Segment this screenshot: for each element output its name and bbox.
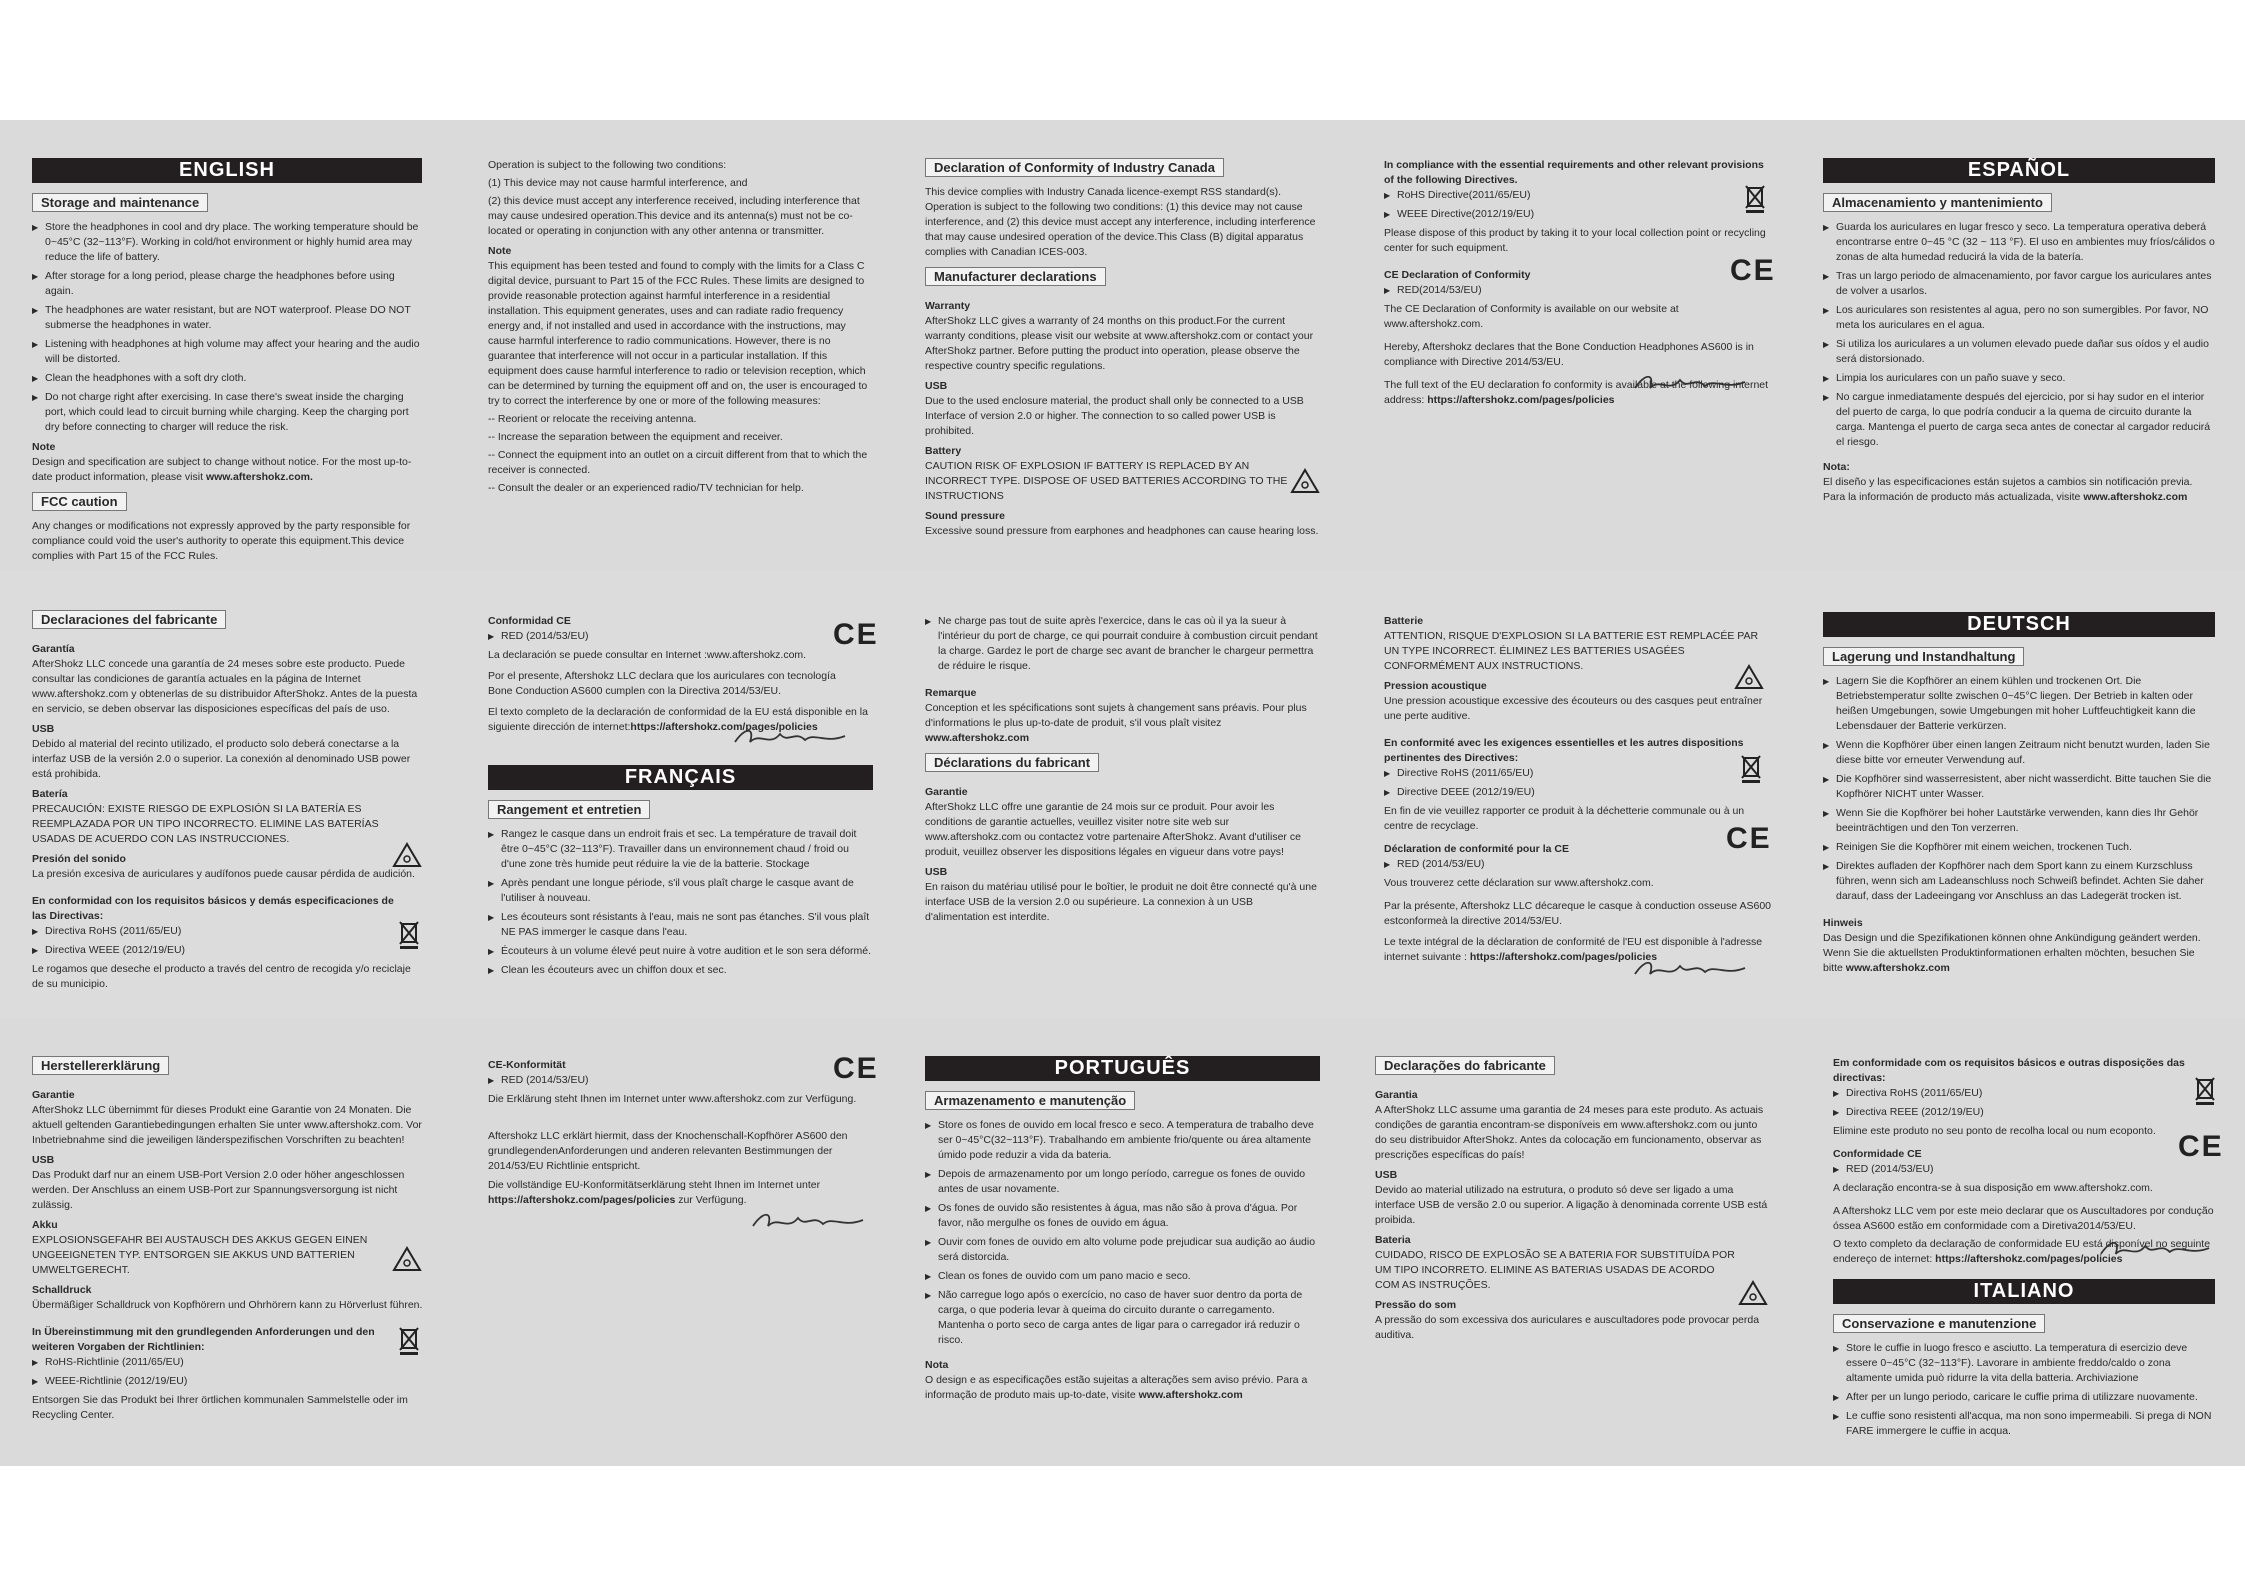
list-item: ▶ Lagern Sie die Kopfhörer an einem kühlen und trockenen Ort. Die Betriebstemperatur sollte zwischen 0~45°C liegen. Der Betrieb in kalten oder heißen Umgebungen, sowie Umgebungen mit hoher Luftfeuchtigkeit kann die Lebensdauer der Batterie verkürzen. bbox=[1823, 674, 2215, 734]
compliance-title: In Übereinstimmung mit den grundlegenden Anforderungen und den weiteren Vorgaben der Richtlinien: bbox=[32, 1326, 375, 1353]
storage-list bbox=[32, 220, 422, 435]
ce-text-3: Die vollständige EU-Konformitätserklärung steht Ihnen im Internet unter https://aftershokz.com/pages/policies zur Verfügung. bbox=[488, 1179, 821, 1206]
op-intro: Operation is subject to the following two conditions: bbox=[488, 159, 727, 171]
list-item: ▶ Écouteurs à un volume élevé peut nuire à votre audition et le son sera déformé. bbox=[488, 944, 873, 959]
list-item: ▶ Si utiliza los auriculares a un volumen elevado puede dañar sus oídos y el audio será distorsionado. bbox=[1823, 337, 2215, 367]
ce-text-1: Die Erklärung steht Ihnen im Internet unter www.aftershokz.com zur Verfügung. bbox=[488, 1093, 857, 1105]
website-link[interactable]: www.aftershokz.com bbox=[1138, 1389, 1243, 1401]
list-item: ▶ Store the headphones in cool and dry place. The working temperature should be 0~45°C (32~113°F). Working in cold/hot environment or highly humid area may reduce the life of battery. bbox=[32, 220, 422, 265]
list-item: ▶ RED (2014/53/EU) bbox=[1384, 857, 1774, 872]
policy-link[interactable]: https://aftershokz.com/pages/policies bbox=[488, 1194, 676, 1206]
usb-text: Debido al material del recinto utilizado, el producto solo deberá conectarse a la interfaz USB de la versión 2.0 o superior. La conexión al denominado USB power está prohibida. bbox=[32, 738, 411, 780]
section-title-storage: Lagerung und Instandhaltung bbox=[1823, 647, 2024, 666]
sound-title: Presión del sonido bbox=[32, 853, 126, 865]
note-text: This equipment has been tested and found to comply with the limits for a Class C digital device, pursuant to Part 15 of the FCC Rules. These limits are designed to provide reasonable protection against harmful interference in a residential installation. This equipment generates, uses and can radiate radio frequency energy and, if not installed and used in accordance with the instructions, may cause harmful interference to radio communications. However, there is no guarantee that interference will not occur in a particular installation. If this equipment does cause harmful interference to radio or television reception, which can be determined by turning the equipment off and on, the user is encouraged to try to correct the interference by one or more of the following measures: bbox=[488, 260, 868, 407]
usb-text: Due to the used enclosure material, the product shall only be connected to a USB Interface of version 2.0 or higher. The connection to so called power USB is prohibited. bbox=[925, 395, 1304, 437]
list-item: ▶ Wenn Sie die Kopfhörer bei hoher Lautstärke verwenden, kann dies Ihr Gehör beeinträchtigen und den Ton verzerren. bbox=[1823, 806, 2215, 836]
measure: -- Connect the equipment into an outlet on a circuit different from that to which the receiver is connected. bbox=[488, 449, 868, 476]
list-item: ▶ Tras un largo periodo de almacenamiento, por favor cargue los auriculares antes de volver a usarlos. bbox=[1823, 269, 2215, 299]
col-francais-ce bbox=[1384, 614, 1774, 968]
measure: -- Increase the separation between the equipment and receiver. bbox=[488, 431, 783, 443]
list-item: ▶ Wenn die Kopfhörer über einen langen Zeitraum nicht benutzt wurden, laden Sie diese bitte vor erneuter Verwendung auf. bbox=[1823, 738, 2215, 768]
note-title: Hinweis bbox=[1823, 917, 1863, 929]
disposal-text: En fin de vie veuillez rapporter ce produit à la déchetterie communale ou à un centre de recyclage. bbox=[1384, 805, 1745, 832]
warranty-title: Garantie bbox=[925, 786, 968, 798]
section-title-ic: Declaration of Conformity of Industry Canada bbox=[925, 158, 1224, 177]
website-link[interactable]: www.aftershokz.com bbox=[1845, 962, 1950, 974]
ce-text-2: Aftershokz LLC erklärt hiermit, dass der Knochenschall-Kopfhörer AS600 den grundlegendenAnforderungen und anderen relevanten Bestimmungen der 2014/53/EU Richtlinie entspricht. bbox=[488, 1130, 848, 1172]
list-item: ▶ Reinigen Sie die Kopfhörer mit einem weichen, trockenen Tuch. bbox=[1823, 840, 2215, 855]
battery-title: Bateria bbox=[1375, 1234, 1411, 1246]
list-item: ▶ Depois de armazenamento por um longo período, carregue os fones de ouvido antes de usar novamente. bbox=[925, 1167, 1320, 1197]
usb-text: En raison du matériau utilisé pour le boîtier, le produit ne doit être connecté qu'à une interface USB de la version 2.0 ou supérieure. La connexion à un USB d'alimentation est interdite. bbox=[925, 881, 1317, 923]
ce-text-1: A declaração encontra-se à sua disposição em www.aftershokz.com. bbox=[1833, 1182, 2153, 1194]
col-francais-cont bbox=[925, 614, 1320, 928]
note-text: El diseño y las especificaciones están sujetos a cambios sin notificación previa. Para la información de producto más actualizada, visite www.aftershokz.com bbox=[1823, 476, 2193, 503]
list-item: ▶ Direktes aufladen der Kopfhörer nach dem Sport kann zu einem Kurzschluss führen, wenn sich am Ladeanschluss noch Schweiß befindet. Achten Sie daher darauf, dass der Ladeeingang vor Anschluss an das Ladegerät trocken ist. bbox=[1823, 859, 2215, 904]
list-item: ▶ After storage for a long period, please charge the headphones before using again. bbox=[32, 269, 422, 299]
usb-title: USB bbox=[32, 723, 55, 735]
ce-text-1: The CE Declaration of Conformity is available on our website at www.aftershokz.com. bbox=[1384, 303, 1679, 330]
section-title-storage: Almacenamiento y mantenimiento bbox=[1823, 193, 2052, 212]
list-item: ▶ No cargue inmediatamente después del ejercicio, por si hay sudor en el interior del puerto de carga, lo que podría conducir a la quema de circuito durante la carga. Mantenga el puerto de carga seca antes de conectar al cargador reducirá el riesgo. bbox=[1823, 390, 2215, 450]
col-portugues bbox=[925, 1056, 1320, 1406]
ce-text-1: La declaración se puede consultar en Internet :www.aftershokz.com. bbox=[488, 649, 807, 661]
list-item: ▶ Die Kopfhörer sind wasserresistent, aber nicht wasserdicht. Bitte tauchen Sie die Kopfhörer NICHT unter Wasser. bbox=[1823, 772, 2215, 802]
ce-text-3: The full text of the EU declaration fo conformity is available at the following internet address: https://aftershokz.com/pages/policies bbox=[1384, 379, 1769, 406]
weee-bin-icon bbox=[1744, 182, 1766, 214]
policy-link[interactable]: https://aftershokz.com/pages/policies bbox=[1935, 1253, 2123, 1265]
list-item: ▶ Directiva REEE (2012/19/EU) bbox=[1833, 1105, 2215, 1120]
ce-mark-icon: C E bbox=[2178, 1130, 2220, 1163]
col-declarations-en bbox=[925, 154, 1320, 542]
warranty-title: Garantie bbox=[32, 1089, 75, 1101]
ce-list bbox=[1384, 857, 1774, 872]
col-espanol bbox=[1823, 158, 2215, 508]
list-item: ▶ Le cuffie sono resistenti all'acqua, ma non sono impermeabili. Si prega di NON FARE immergere le cuffie in acqua. bbox=[1833, 1409, 2215, 1439]
storage-list bbox=[1833, 1341, 2215, 1439]
list-item: ▶ Clean os fones de ouvido com um pano macio e seco. bbox=[925, 1269, 1320, 1284]
sound-title: Pression acoustique bbox=[1384, 680, 1487, 692]
storage-list bbox=[1823, 674, 2215, 904]
signature-icon bbox=[730, 722, 850, 752]
battery-text: PRECAUCIÓN: EXISTE RIESGO DE EXPLOSIÓN SI LA BATERÍA ES REEMPLAZADA POR UN TIPO INCORRECTO. ELIMINE LAS BATERÍAS USADAS DE ACUERDO CON LAS INSTRUCCIONES. bbox=[32, 803, 379, 845]
note-text: Das Design und die Spezifikationen können ohne Ankündigung geändert werden. Wenn Sie die aktuellsten Produktinformationen erhalten möchten, besuchen Sie bitte www.aftershokz.com bbox=[1823, 932, 2201, 974]
note-title: Nota: bbox=[1823, 461, 1850, 473]
lang-header-english: ENGLISH bbox=[32, 158, 422, 183]
warranty-title: Garantía bbox=[32, 643, 75, 655]
warranty-text: AfterShokz LLC offre une garantie de 24 mois sur ce produit. Pour avoir les conditions de garantie actuelles, veuillez visiter notre site web sur www.aftershokz.com ou contactez votre partenaire AfterShokz. Avant d'utiliser ce produit, veuillez observer les dispositions légales en vigueur dans votre pays! bbox=[925, 801, 1301, 858]
ce-title: CE-Konformität bbox=[488, 1059, 566, 1071]
usb-text: Das Produkt darf nur an einem USB-Port Version 2.0 oder höher angeschlossen werden. Der Anschluss an einem USB-Port zur Spannungsversorgung ist nicht zulässig. bbox=[32, 1169, 405, 1211]
note-text: Conception et les spécifications sont sujets à changement sans préavis. Pour plus d'informations le plus up-to-date de produit, s'il vous plaît visitez www.aftershokz.com bbox=[925, 702, 1307, 744]
sound-text: Une pression acoustique excessive des écouteurs ou des casques peut entraîner une perte auditive. bbox=[1384, 695, 1763, 722]
ce-title: Conformidad CE bbox=[488, 615, 571, 627]
storage-list bbox=[1823, 220, 2215, 450]
section-title-storage: Rangement et entretien bbox=[488, 800, 650, 819]
compliance-title: In compliance with the essential requirements and other relevant provisions of the following Directives. bbox=[1384, 159, 1764, 186]
usb-title: USB bbox=[925, 380, 948, 392]
signature-icon bbox=[2096, 1234, 2214, 1264]
directive-list bbox=[32, 1355, 424, 1389]
note-title: Nota bbox=[925, 1359, 949, 1371]
lang-header-deutsch: DEUTSCH bbox=[1823, 612, 2215, 637]
ce-mark-icon: C E bbox=[1730, 254, 1772, 287]
ce-text-2: Por el presente, Aftershokz LLC declara que los auriculares con tecnología Bone Conduction AS600 cumplen con la Directiva 2014/53/EU. bbox=[488, 670, 836, 697]
col-ce-de bbox=[488, 1058, 873, 1211]
list-item: ▶ After per un lungo periodo, caricare le cuffie prima di utilizzare nuovamente. bbox=[1833, 1390, 2215, 1405]
sound-text: La presión excesiva de auriculares y audífonos puede causar pérdida de audición. bbox=[32, 868, 415, 880]
list-item: ▶ Directive RoHS (2011/65/EU) bbox=[1384, 766, 1774, 781]
usb-title: USB bbox=[1375, 1169, 1398, 1181]
list-item: ▶ Ouvir com fones de ouvido em alto volume pode prejudicar sua audição ao áudio será distorcida. bbox=[925, 1235, 1320, 1265]
ce-text-2: Hereby, Aftershokz declares that the Bone Conduction Headphones AS600 is in compliance with Directive 2014/53/EU. bbox=[1384, 341, 1754, 368]
col-declarations-es bbox=[32, 606, 424, 995]
ce-list bbox=[488, 629, 873, 644]
website-link[interactable]: www.aftershokz.com bbox=[925, 732, 1030, 744]
list-item: ▶ Directiva WEEE (2012/19/EU) bbox=[32, 943, 424, 958]
disposal-text: Le rogamos que deseche el producto a través del centro de recogida y/o reciclaje de su municipio. bbox=[32, 963, 411, 990]
list-item: ▶ Limpia los auriculares con un paño suave y seco. bbox=[1823, 371, 2215, 386]
list-item: ▶ Os fones de ouvido são resistentes à água, mas não são à prova d'água. Por favor, não mergulhe os fones de ouvido em água. bbox=[925, 1201, 1320, 1231]
col-english bbox=[32, 158, 422, 567]
ce-title: Conformidade CE bbox=[1833, 1148, 1922, 1160]
ce-text-3: O texto completo da declaração de conformidade EU está disponível no seguinte endereço de internet: https://aftershokz.com/pages/policies bbox=[1833, 1238, 2211, 1265]
ce-mark-icon: C E bbox=[833, 618, 875, 651]
list-item: ▶ WEEE-Richtlinie (2012/19/EU) bbox=[32, 1374, 424, 1389]
battery-title: Batería bbox=[32, 788, 68, 800]
note-title: Remarque bbox=[925, 687, 977, 699]
note-title: Note bbox=[32, 441, 56, 453]
list-item: ▶ Clean les écouteurs avec un chiffon doux et sec. bbox=[488, 963, 873, 978]
battery-title: Akku bbox=[32, 1219, 58, 1231]
ce-list bbox=[488, 1073, 873, 1088]
directive-list bbox=[1384, 766, 1774, 800]
website-link[interactable]: www.aftershokz.com bbox=[2083, 491, 2188, 503]
compliance-title: En conformité avec les exigences essentielles et les autres dispositions pertinentes des Directives: bbox=[1384, 737, 1744, 764]
weee-bin-icon bbox=[1740, 752, 1762, 784]
policy-link[interactable]: https://aftershokz.com/pages/policies bbox=[1427, 394, 1615, 406]
ce-title: Déclaration de conformité pour la CE bbox=[1384, 843, 1569, 855]
section-title-storage: Conservazione e manutenzione bbox=[1833, 1314, 2045, 1333]
ce-list bbox=[1384, 283, 1774, 298]
note-text: Design and specification are subject to change without notice. For the most up-to-date product information, please visit www.aftershokz.com. bbox=[32, 456, 412, 483]
list-item: ▶ Ne charge pas tout de suite après l'exercice, dans le cas où il ya la sueur à l'intérieur du port de charge, ce qui pourrait conduire à combustion circuit pendant la charge. Gardez le port de charge sec avant de brancher le chargeur permettra de réduire le risque. bbox=[925, 614, 1320, 674]
usb-title: USB bbox=[32, 1154, 55, 1166]
ce-mark-icon: C E bbox=[833, 1052, 875, 1085]
usb-text: Devido ao material utilizado na estrutura, o produto só deve ser ligado a uma interface USB de versão 2.0 ou superior. A ligação à denominada corrente USB está proibida. bbox=[1375, 1184, 1768, 1226]
list-item: ▶ Les écouteurs sont résistants à l'eau, mais ne sont pas étanches. S'il vous plaît NE PAS immerger le casque dans l'eau. bbox=[488, 910, 873, 940]
weee-bin-icon bbox=[2194, 1074, 2216, 1106]
note-title: Note bbox=[488, 245, 512, 257]
battery-title: Batterie bbox=[1384, 615, 1424, 627]
list-item: ▶ RED(2014/53/EU) bbox=[1384, 283, 1774, 298]
lang-header-espanol: ESPAÑOL bbox=[1823, 158, 2215, 183]
weee-bin-icon bbox=[398, 918, 420, 950]
sound-text: Excessive sound pressure from earphones and headphones can cause hearing loss. bbox=[925, 525, 1319, 537]
signature-icon bbox=[748, 1206, 868, 1236]
section-title-manufacturer: Déclarations du fabricant bbox=[925, 753, 1099, 772]
fcc-text: Any changes or modifications not expressly approved by the party responsible for compliance could void the user's authority to operate this equipment.This device complies with Part 15 of the FCC Rules. bbox=[32, 520, 411, 562]
op-condition-1: (1) This device may not cause harmful interference, and bbox=[488, 177, 748, 189]
signature-icon bbox=[1630, 368, 1750, 398]
measure: -- Consult the dealer or an experienced radio/TV technician for help. bbox=[488, 482, 804, 494]
sound-text: A pressão do som excessiva dos auriculares e auscultadores pode provocar perda auditiva. bbox=[1375, 1314, 1760, 1341]
list-item: ▶ Não carregue logo após o exercício, no caso de haver suor dentro da porta de carga, o que poderia levar à queima do circuito durante o carregamento. Mantenha o porto seco de carga antes de ligar para o carregador irá reduzir o risco. bbox=[925, 1288, 1320, 1348]
list-item: ▶ Store os fones de ouvido em local fresco e seco. A temperatura de trabalho deve ser 0~45°C(32~113°F). Trabalhando em ambiente frio/quente ou área altamente úmido pode reduzir a vida da bateria. bbox=[925, 1118, 1320, 1163]
warranty-text: A AfterShokz LLC assume uma garantia de 24 meses para este produto. As actuais condições de garantia encontram-se disponíveis em www.aftershokz.com ou junto do seu distribuidor AfterShokz. Antes da colocação em funcionamento, observar as prescrições específicas do país! bbox=[1375, 1104, 1764, 1161]
list-item: ▶ Guarda los auriculares en lugar fresco y seco. La temperatura operativa deberá encontrarse entre 0~45 °C (32 ~ 113 °F). El uso en ambientes muy fríos/cálidos o zonas de alta humedad reducirá la vida de la batería. bbox=[1823, 220, 2215, 265]
section-title-storage: Armazenamento e manutenção bbox=[925, 1091, 1135, 1110]
list-item: ▶ The headphones are water resistant, but are NOT waterproof. Please DO NOT submerse the headphones in water. bbox=[32, 303, 422, 333]
disposal-text: Please dispose of this product by taking it to your local collection point or recycling center for such equipment. bbox=[1384, 227, 1766, 254]
col-declarations-pt bbox=[1375, 1052, 1770, 1346]
usb-title: USB bbox=[925, 866, 948, 878]
ce-title: CE Declaration of Conformity bbox=[1384, 269, 1531, 281]
lang-header-italiano: ITALIANO bbox=[1833, 1279, 2215, 1304]
list-item: ▶ WEEE Directive(2012/19/EU) bbox=[1384, 207, 1774, 222]
ce-text-3: Le texte intégral de la déclaration de conformité de l'EU est disponible à l'adresse internet suivante : https://aftershokz.com/pages/policies bbox=[1384, 936, 1763, 963]
battery-text: CUIDADO, RISCO DE EXPLOSÃO SE A BATERIA FOR SUBSTITUÍDA POR UM TIPO INCORRETO. ELIMINE AS BATERIAS USADAS DE ACORDO COM AS INSTRUÇÕES. bbox=[1375, 1249, 1735, 1291]
note-text: O design e as especificações estão sujeitas a alterações sem aviso prévio. Para a informação de produto mais up-to-date, visite www.aftershokz.com bbox=[925, 1374, 1308, 1401]
col-declarations-de bbox=[32, 1052, 424, 1426]
op-condition-2: (2) this device must accept any interference received, including interference that may cause undesired operation.This device and its antenna(s) must not be co-located or operating in conjunction with any other antenna or transmitter. bbox=[488, 195, 860, 237]
battery-text: CAUTION RISK OF EXPLOSION IF BATTERY IS REPLACED BY AN INCORRECT TYPE. DISPOSE OF USED BATTERIES ACCORDING TO THE INSTRUCTIONS bbox=[925, 460, 1288, 502]
section-title-manufacturer: Manufacturer declarations bbox=[925, 267, 1106, 286]
sound-title: Schalldruck bbox=[32, 1284, 92, 1296]
compliance-title: Em conformidade com os requisitos básicos e outras disposições das directivas: bbox=[1833, 1057, 2185, 1084]
policy-link[interactable]: https://aftershokz.com/pages/policies bbox=[1469, 951, 1658, 963]
col-fcc bbox=[488, 158, 868, 499]
list-item: ▶ Los auriculares son resistentes al agua, pero no son sumergibles. Por favor, NO meta los auriculares en el agua. bbox=[1823, 303, 2215, 333]
warranty-title: Garantia bbox=[1375, 1089, 1418, 1101]
ce-text-1: Vous trouverez cette déclaration sur www.aftershokz.com. bbox=[1384, 877, 1654, 889]
list-item: ▶ RED (2014/53/EU) bbox=[488, 629, 873, 644]
directive-list bbox=[1833, 1086, 2215, 1120]
ce-text-2: A Aftershokz LLC vem por este meio declarar que os Auscultadores por condução óssea AS600 estão em conformidade com a Diretiva2014/53/EU. bbox=[1833, 1205, 2214, 1232]
directive-list bbox=[1384, 188, 1774, 222]
section-title-manufacturer: Herstellererklärung bbox=[32, 1056, 169, 1075]
hearing-warning-icon bbox=[392, 1246, 422, 1272]
signature-icon bbox=[1630, 954, 1750, 984]
weee-bin-icon bbox=[398, 1324, 420, 1356]
sound-title: Pressão do som bbox=[1375, 1299, 1457, 1311]
list-item: ▶ Après pendant une longue période, s'il vous plaît charge le casque avant de l'utiliser à nouveau. bbox=[488, 876, 873, 906]
ce-text-2: Par la présente, Aftershokz LLC décareque le casque à conduction osseuse AS600 estconformeà la directive 2014/53/EU. bbox=[1384, 900, 1772, 927]
disposal-text: Elimine este produto no seu ponto de recolha local ou num ecoponto. bbox=[1833, 1125, 2156, 1137]
ce-mark-icon: C E bbox=[1726, 822, 1768, 855]
list-item: ▶ Clean the headphones with a soft dry cloth. bbox=[32, 371, 422, 386]
sound-title: Sound pressure bbox=[925, 510, 1005, 522]
list-item: ▶ Rangez le casque dans un endroit frais et sec. La température de travail doit être 0~45°C (32~113°F). Travailler dans un environnement chaud / froid ou d'une zone très humide peut réduire la vie de la batterie. Stockage bbox=[488, 827, 873, 872]
list-item: ▶ Store le cuffie in luogo fresco e asciutto. La temperatura di esercizio deve essere 0~45°C (32~113°F). Lavorare in ambiente freddo/caldo o zona altamente umida può ridurre la vita della batteria. Archiviazione bbox=[1833, 1341, 2215, 1386]
hearing-warning-icon bbox=[1734, 664, 1764, 690]
section-title-manufacturer: Declarações do fabricante bbox=[1375, 1056, 1555, 1075]
col-deutsch bbox=[1823, 612, 2215, 979]
list-item: ▶ Listening with headphones at high volume may affect your hearing and the audio will be distorted. bbox=[32, 337, 422, 367]
sound-text: Übermäßiger Schalldruck von Kopfhörern und Ohrhörern kann zu Hörverlust führen. bbox=[32, 1299, 423, 1311]
list-item: ▶ RoHS Directive(2011/65/EU) bbox=[1384, 188, 1774, 203]
list-item: ▶ Directiva RoHS (2011/65/EU) bbox=[1833, 1086, 2215, 1101]
warranty-text: AfterShokz LLC gives a warranty of 24 months on this product.For the current warranty conditions, please visit our website at www.aftershokz.com or contact your AfterShokz partner. Before putting the product into operation, please observe the respective country specific regulations. bbox=[925, 315, 1314, 372]
compliance-title: En conformidad con los requisitos básicos y demás especificaciones de las Directivas: bbox=[32, 895, 394, 922]
hearing-warning-icon bbox=[1290, 468, 1320, 494]
list-item: ▶ RED (2014/53/EU) bbox=[1833, 1162, 2215, 1177]
warranty-title: Warranty bbox=[925, 300, 971, 312]
ce-text-3: El texto completo de la declaración de conformidad de la EU está disponible en la siguiente dirección de internet:https://aftershokz.com/pages/policies bbox=[488, 706, 868, 733]
disposal-text: Entsorgen Sie das Produkt bei Ihrer örtlichen kommunalen Sammelstelle oder im Recycling Center. bbox=[32, 1394, 408, 1421]
storage-list bbox=[925, 1118, 1320, 1348]
section-title-manufacturer: Declaraciones del fabricante bbox=[32, 610, 226, 629]
list-item: ▶ Directiva RoHS (2011/65/EU) bbox=[32, 924, 424, 939]
list-item: ▶ Directive DEEE (2012/19/EU) bbox=[1384, 785, 1774, 800]
section-title-storage: Storage and maintenance bbox=[32, 193, 208, 212]
directive-list bbox=[32, 924, 424, 958]
hearing-warning-icon bbox=[1738, 1280, 1768, 1306]
battery-title: Battery bbox=[925, 445, 962, 457]
list-item: ▶ RED (2014/53/EU) bbox=[488, 1073, 873, 1088]
warranty-text: AfterShokz LLC concede una garantía de 24 meses sobre este producto. Puede consultar las condiciones de garantía actuales en la página de Internet www.aftershokz.com y obtenerlas de su distribuidor AfterShokz. Antes de la puesta en servicio, se deben observar las disposiciones específicas del país de uso. bbox=[32, 658, 418, 715]
lang-header-portugues: PORTUGUÊS bbox=[925, 1056, 1320, 1081]
storage-list bbox=[488, 827, 873, 978]
section-title-fcc: FCC caution bbox=[32, 492, 127, 511]
hearing-warning-icon bbox=[392, 842, 422, 868]
policy-link[interactable]: https://aftershokz.com/pages/policies bbox=[630, 721, 818, 733]
storage-list bbox=[925, 614, 1320, 674]
list-item: ▶ RoHS-Richtlinie (2011/65/EU) bbox=[32, 1355, 424, 1370]
ic-text: This device complies with Industry Canada licence-exempt RSS standard(s). Operation is subject to the following two conditions: (1) this device may not cause interference, and (2) this device must accept any interference, including interference that may cause undesired operation of the device.This Class (B) digital apparatus complies with Canadian ICES-003. bbox=[925, 186, 1316, 258]
measure: -- Reorient or relocate the receiving antenna. bbox=[488, 413, 697, 425]
battery-text: ATTENTION, RISQUE D'EXPLOSION SI LA BATTERIE EST REMPLACÉE PAR UN TYPE INCORRECT. ÉLIMINEZ LES BATTERIES USAGÉES CONFORMÉMENT AUX INSTRUCTIONS. bbox=[1384, 630, 1759, 672]
ce-list bbox=[1833, 1162, 2215, 1177]
list-item: ▶ Do not charge right after exercising. In case there's sweat inside the charging port, which could lead to circuit burning while charging. Keep the charging port dry before connecting to charger will reduce the risk. bbox=[32, 390, 422, 435]
battery-text: EXPLOSIONSGEFAHR BEI AUSTAUSCH DES AKKUS GEGEN EINEN UNGEEIGNETEN TYP. ENTSORGEN SIE AKKUS UND BATTERIEN UMWELTGERECHT. bbox=[32, 1234, 368, 1276]
lang-header-francais: FRANÇAIS bbox=[488, 765, 873, 790]
warranty-text: AfterShokz LLC übernimmt für dieses Produkt eine Garantie von 24 Monaten. Die aktuell geltenden Garantiebedingungen erhalten Sie unter www.aftershokz.com. Vor Inbetriebnahme sind die jeweiligen länderspezifischen Vorschriften zu beachten! bbox=[32, 1104, 422, 1146]
col-ce-es-francais bbox=[488, 614, 873, 982]
website-link[interactable]: www.aftershokz.com. bbox=[205, 471, 313, 483]
